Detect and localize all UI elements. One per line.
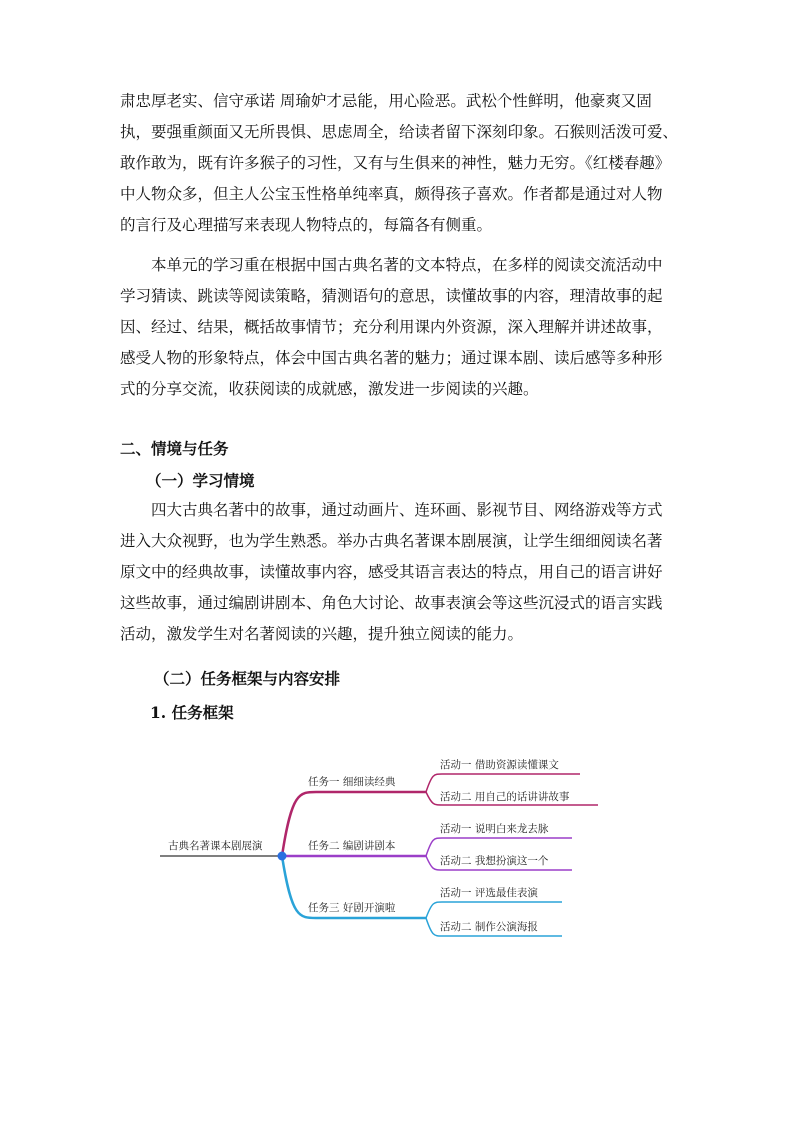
mindmap-branch-activity (426, 902, 562, 918)
text-line: 学习猜读、跳读等阅读策略，猜测语句的意思，读懂故事的内容，理清故事的起 (120, 287, 663, 305)
text-line: 这些故事，通过编剧讲剧本、角色大讨论、故事表演会等这些沉浸式的语言实践 (120, 594, 663, 612)
paragraph-2 (120, 250, 680, 405)
mindmap-root-node-dot (278, 852, 287, 861)
mindmap-task-label: 任务一 细细读经典 (308, 776, 396, 788)
mindmap-activity-label: 活动二 我想扮演这一个 (440, 855, 549, 867)
text-line: 因、经过、结果，概括故事情节；充分利用课内外资源，深入理解并讲述故事， (120, 318, 663, 336)
subsection-heading-framework: 1. 任务框架 (150, 703, 234, 722)
section-heading: 二、情境与任务 (120, 439, 229, 458)
text-line: 式的分享交流，收获阅读的成就感，激发进一步阅读的兴趣。 (120, 380, 539, 398)
mindmap-root-label: 古典名著课本剧展演 (168, 840, 263, 852)
mindmap-task-label: 任务二 编剧讲剧本 (308, 840, 396, 852)
paragraph-3 (120, 495, 680, 650)
text-line: 敢作敢为，既有许多猴子的习性，又有与生俱来的神性，魅力无穷。《红楼春趣》 (120, 154, 671, 172)
text-line: 中人物众多，但主人公宝玉性格单纯率真，颇得孩子喜欢。作者都是通过对人物 (120, 185, 663, 203)
mindmap-branch-activity (426, 774, 580, 792)
mindmap-activity-label: 活动一 说明白来龙去脉 (440, 823, 549, 835)
mindmap-activity-label: 活动一 评选最佳表演 (440, 887, 538, 899)
text-line: 肃忠厚老实、信守承诺 周瑜妒才忌能，用心险恶。武松个性鲜明，他豪爽又固 (120, 92, 652, 110)
text-line: 的言行及心理描写来表现人物特点的，每篇各有侧重。 (120, 216, 493, 234)
text-line: 进入大众视野，也为学生熟悉。举办古典名著课本剧展演，让学生细细阅读名著 (120, 532, 663, 550)
text-line: 感受人物的形象特点，体会中国古典名著的魅力；通过课本剧、读后感等多种形 (120, 349, 663, 367)
subsection-heading-tasks: （二）任务框架与内容安排 (154, 669, 341, 688)
mindmap-activity-label: 活动二 用自己的话讲讲故事 (440, 791, 570, 803)
task-framework-mindmap (150, 740, 620, 950)
mindmap-activity-label: 活动一 借助资源读懂课文 (440, 759, 559, 771)
text-line: 原文中的经典故事，读懂故事内容，感受其语言表达的特点，用自己的语言讲好 (120, 563, 663, 581)
mindmap-task-label: 任务三 好剧开演啦 (308, 902, 396, 914)
paragraph-1 (120, 86, 680, 241)
text-line: 本单元的学习重在根据中国古典名著的文本特点，在多样的阅读交流活动中 (151, 256, 663, 274)
text-line: 执，要强重颜面又无所畏惧、思虑周全，给读者留下深刻印象。石猴则活泼可爱、 (120, 123, 679, 141)
mindmap-activity-label: 活动二 制作公演海报 (440, 921, 538, 933)
text-line: 活动，激发学生对名著阅读的兴趣，提升独立阅读的能力。 (120, 625, 524, 643)
subsection-heading-situation: （一）学习情境 (146, 471, 255, 490)
mindmap-branch-activity (426, 838, 572, 856)
text-line: 四大古典名著中的故事，通过动画片、连环画、影视节目、网络游戏等方式 (151, 501, 663, 519)
